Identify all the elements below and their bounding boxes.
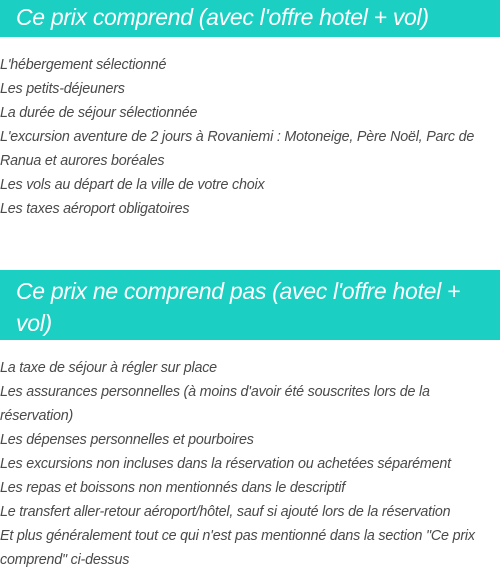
includes-list bbox=[0, 53, 490, 221]
list-item: L'hébergement sélectionné bbox=[0, 57, 167, 73]
list-item: Les dépenses personnelles et pourboires bbox=[0, 432, 254, 448]
list-item: Les repas et boissons non mentionnés dans le descriptif bbox=[0, 480, 346, 496]
includes-section-title: Ce prix comprend (avec l'offre hotel + vol) bbox=[0, 0, 500, 37]
list-item: Les petits-déjeuners bbox=[0, 81, 125, 97]
list-item: La taxe de séjour à régler sur place bbox=[0, 360, 217, 376]
excludes-section-title: Ce prix ne comprend pas (avec l'offre hotel + vol) bbox=[0, 270, 500, 340]
list-item: Les assurances personnelles (à moins d'avoir été souscrites lors de la réservation) bbox=[0, 384, 430, 424]
list-item: La durée de séjour sélectionnée bbox=[0, 105, 198, 121]
list-item: Les vols au départ de la ville de votre choix bbox=[0, 177, 265, 193]
list-item: Le transfert aller-retour aéroport/hôtel, sauf si ajouté lors de la réservation bbox=[0, 504, 451, 520]
list-item: Les excursions non incluses dans la réservation ou achetées séparément bbox=[0, 456, 451, 472]
excludes-list bbox=[0, 356, 490, 572]
list-item: Et plus généralement tout ce qui n'est pas mentionné dans la section "Ce prix comprend" ci-dessus bbox=[0, 528, 475, 568]
list-item: Les taxes aéroport obligatoires bbox=[0, 201, 190, 217]
list-item: L'excursion aventure de 2 jours à Rovaniemi : Motoneige, Père Noël, Parc de Ranua et aurores boréales bbox=[0, 129, 475, 169]
